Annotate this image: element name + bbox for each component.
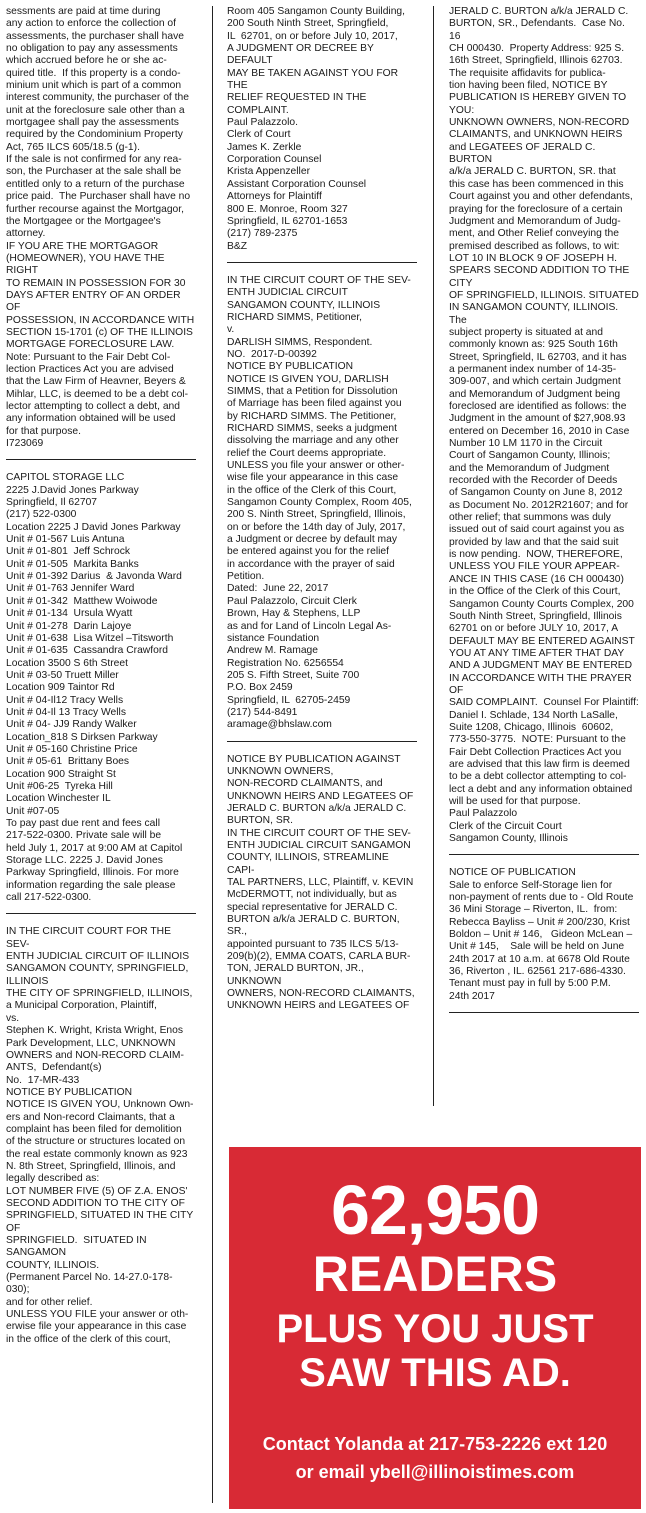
notice-text-line: Location 900 Straight St (6, 768, 116, 780)
notice-text-line: Paul Palazzolo, Circuit Clerk (227, 595, 357, 607)
notice-text-line: DEFAULT MAY BE ENTERED AGAINST (449, 635, 635, 647)
notice-text-line: 030); (6, 1284, 30, 1296)
notice-text-line: Unit # 05-160 Christine Price (6, 743, 138, 755)
notice-text-line: Unit # 01-638 Lisa Witzel –Titsworth (6, 632, 174, 644)
foreclosure-notice-continuation (6, 6, 196, 450)
notice-text-line: PUBLICATION IS HEREBY GIVEN TO YOU: (449, 92, 629, 116)
notice-text-line: NON-RECORD CLAIMANTS, and (227, 778, 383, 790)
notice-text-line: and the Memorandum of Judgment (449, 462, 610, 474)
notice-text-line: Unit # 01-567 Luis Antuna (6, 534, 125, 546)
notice-text-line: lector attempting to collect a debt, and (6, 401, 181, 412)
notice-text-line: Attorneys for Plaintiff (227, 191, 322, 203)
notice-text-line: LOT NUMBER FIVE (5) OF Z.A. ENOS' (6, 1185, 188, 1197)
notice-text-line: P.O. Box 2459 (227, 682, 293, 694)
notice-text-line: any action to enforce the collection of (6, 18, 177, 30)
notice-text-line: No. 17-MR-433 (6, 1074, 80, 1086)
notice-text-line: quired title. If this property is a condo- (6, 67, 181, 79)
notice-text-line: unit at the foreclosure sale other than a (6, 104, 185, 116)
burton-foreclosure-notice (227, 754, 417, 1013)
notice-text-line: NOTICE BY PUBLICATION (227, 361, 354, 373)
notice-text-line: IL 62701, on or before July 10, 2017, (227, 30, 398, 42)
notice-text-line: POSSESSION, IN ACCORDANCE WITH (6, 314, 195, 326)
notice-text-line: praying for the foreclosure of a certain (449, 203, 623, 215)
notice-text-line: RELIEF REQUESTED IN THE COMPLAINT. (227, 92, 370, 116)
notice-text-line: commonly known as: 925 South 16th (449, 339, 618, 351)
notice-text-line: ENTH JUDICIAL CIRCUIT OF ILLINOIS (6, 951, 190, 963)
notice-text-line: OWNERS, NON-RECORD CLAIMANTS, (227, 988, 415, 1000)
notice-text-line: Unit # 04-Il12 Tracy Wells (6, 694, 124, 706)
notice-text-line: SAID COMPLAINT. Counsel For Plaintiff: (449, 697, 639, 709)
notice-text-line: MAY BE TAKEN AGAINST YOU FOR THE (227, 67, 401, 92)
notice-text-line: Stephen K. Wright, Krista Wright, Enos (6, 1025, 184, 1037)
notice-text-line: TO REMAIN IN POSSESSION FOR 30 (6, 277, 186, 289)
notice-text-line: lect a debt and any information obtained (449, 783, 633, 795)
notice-text-line: call 217-522-0300. (6, 892, 92, 904)
readership-advertisement (229, 1147, 641, 1509)
notice-divider (6, 459, 196, 460)
notice-text-line: The requisite affidavits for publica- (449, 67, 606, 79)
notice-text-line: 36 Mini Storage – Riverton, IL. from: (449, 904, 618, 916)
notice-text-line: in the Office of the Clerk of this Court, (449, 586, 621, 598)
dissolution-notice (227, 275, 417, 732)
notice-text-line: and LEGATEES OF JERALD C. BURTON (449, 141, 599, 166)
notice-text-line: CAPITOL STORAGE LLC (6, 472, 125, 484)
notice-text-line: in the office of the clerk of this court, (6, 1333, 171, 1345)
notice-text-line: 209(b)(2), EMMA COATS, CARLA BUR- (227, 951, 411, 963)
notice-text-line: RICHARD SIMMS, Petitioner, (227, 311, 363, 323)
notice-text-line: sessments are paid at time during (6, 6, 161, 17)
notice-text-line: Springfield, Il 62707 (6, 497, 98, 509)
notice-text-line: recorded with the Recorder of Deeds (449, 475, 618, 487)
notice-text-line: THE CITY OF SPRINGFIELD, ILLINOIS, (6, 988, 193, 1000)
notice-text-line: Location 909 Taintor Rd (6, 682, 115, 694)
notice-text-line: required by the Condominium Property (6, 129, 183, 141)
notice-text-line: Paul Palazzolo (449, 808, 518, 820)
notice-text-line: for that purpose. (6, 425, 81, 437)
notice-text-line: sistance Foundation (227, 632, 320, 644)
notice-text-line: ILLINOIS (6, 975, 49, 987)
ad-contact-phone: Contact Yolanda at 217-753-2226 ext 120 (262, 1434, 608, 1454)
notice-text-line: SECOND ADDITION TO THE CITY OF (6, 1197, 185, 1209)
notice-text-line: A JUDGMENT OR DECREE BY DEFAULT (227, 43, 377, 67)
notice-text-line: 800 E. Monroe, Room 327 (227, 203, 348, 215)
notice-text-line: Location 3500 S 6th Street (6, 657, 128, 669)
notice-text-line: in accordance with the prayer of said (227, 558, 395, 570)
notice-text-line: 205 S. Fifth Street, Suite 700 (227, 669, 360, 681)
column-3 (449, 6, 639, 1025)
notice-text-line: be entered against you for the relief (227, 546, 389, 558)
notice-text-line: NOTICE BY PUBLICATION (6, 1086, 133, 1098)
ad-headline-line3: PLUS YOU JUST (276, 1307, 594, 1351)
notice-text-line: v. (227, 324, 235, 336)
notice-text-line: as and for Land of Lincoln Legal As- (227, 620, 392, 632)
notice-text-line: ANTS, Defendant(s) (6, 1062, 102, 1074)
notice-text-line: issued out of said court against you as (449, 524, 625, 536)
notice-text-line: DAYS AFTER ENTRY OF AN ORDER OF (6, 289, 184, 314)
notice-text-line: Room 405 Sangamon County Building, (227, 6, 406, 17)
notice-text-line: held July 1, 2017 at 9:00 AM at Capitol (6, 842, 183, 854)
notice-text-line: B&Z (227, 240, 248, 252)
notice-text-line: Boldon – Unit # 146, Gideon McLean – (449, 929, 633, 941)
notice-text-line: Unit #06-25 Tyreka Hill (6, 780, 113, 792)
notice-text-line: Note: Pursuant to the Fair Debt Col- (6, 351, 171, 363)
notice-text-line: as Document No. 2012R21607; and for (449, 499, 629, 511)
notice-text-line: 62701 on or before JULY 10, 2017, A (449, 623, 619, 635)
notice-text-line: foreclosed are identified as follows: the (449, 401, 627, 412)
notice-text-line: mortgagee shall pay the assessments (6, 117, 179, 129)
notice-text-line: Unit # 01-278 Darin Lajoye (6, 620, 132, 632)
notice-text-line: Location Winchester IL (6, 793, 111, 805)
notice-text-line: minium unit which is part of a common (6, 80, 182, 92)
notice-text-line: ers and Non-record Claimants, that a (6, 1111, 175, 1123)
notice-text-line: ment, and Other Relief conveying the (449, 228, 619, 240)
notice-text-line: COUNTY, ILLINOIS, STREAMLINE CAPI- (227, 852, 392, 876)
notice-text-line: complaint has been filed for demolition (6, 1123, 182, 1135)
notice-text-line: and for other relief. (6, 1296, 93, 1308)
notice-text-line: SIMMS, that a Petition for Dissolution (227, 385, 398, 397)
notice-text-line: Unit # 01-801 Jeff Schrock (6, 546, 131, 558)
notice-text-line: RICHARD SIMMS, seeks a judgment (227, 423, 397, 434)
notice-text-line: N. 8th Street, Springfield, Illinois, and (6, 1160, 176, 1172)
notice-text-line: that the Law Firm of Heavner, Beyers & (6, 376, 186, 388)
notice-text-line: (HOMEOWNER), YOU HAVE THE RIGHT (6, 252, 168, 277)
notice-text-line: Fair Debt Collection Practices Act you (449, 746, 622, 758)
notice-text-line: no obligation to pay any assessments (6, 43, 178, 55)
notice-text-line: interest community, the purchaser of the (6, 92, 189, 104)
notice-text-line: NOTICE OF PUBLICATION (449, 867, 576, 879)
notice-text-line: Sale to enforce Self-Storage lien for (449, 879, 613, 891)
notice-text-line: JERALD C. BURTON a/k/a JERALD C. (449, 6, 629, 17)
notice-text-line: will be used for that purpose. (449, 796, 581, 807)
notice-text-line: Unit #07-05 (6, 805, 60, 817)
ad-contact-email: or email ybell@illinoistimes.com (295, 1462, 575, 1482)
notice-text-line: UNKNOWN OWNERS, NON-RECORD (449, 117, 630, 129)
notice-text-line: Andrew M. Ramage (227, 645, 318, 657)
notice-text-line: ENTH JUDICIAL CIRCUIT (227, 287, 348, 299)
ad-readers-label: READERS (312, 1246, 558, 1302)
notice-text-line: assessments, the purchaser shall have (6, 30, 184, 42)
notice-text-line: 217-522-0300. Private sale will be (6, 830, 162, 842)
notice-text-line: wise file your appearance in this case (227, 472, 399, 484)
notice-text-line: NOTICE BY PUBLICATION AGAINST (227, 753, 401, 765)
notice-text-line: dissolving the marriage and any other (227, 435, 399, 447)
notice-text-line: Corporation Counsel (227, 154, 322, 166)
notice-text-line: Storage LLC. 2225 J. David Jones (6, 855, 163, 867)
notice-text-line: To pay past due rent and fees call (6, 818, 160, 829)
notice-text-line: NO. 2017-D-00392 (227, 348, 317, 360)
notice-text-line: SANGAMON COUNTY, ILLINOIS (227, 299, 381, 311)
notice-text-line: are advised that this law firm is deemed (449, 758, 630, 770)
notice-text-line: further recourse against the Mortgagor, (6, 203, 185, 215)
notice-text-line: Clerk of the Circuit Court (449, 820, 562, 832)
notice-text-line: vs. (6, 1012, 20, 1024)
notice-text-line: OWNERS and NON-RECORD CLAIM- (6, 1049, 184, 1061)
notice-text-line: Unit # 04-Il 13 Tracy Wells (6, 706, 126, 718)
notice-text-line: by RICHARD SIMMS. The Petitioner, (227, 410, 397, 422)
notice-text-line: (217) 544-8491 (227, 706, 298, 718)
notice-text-line: special representative for JERALD C. (227, 901, 398, 913)
notice-divider (449, 854, 639, 855)
notice-text-line: 309-007, and which certain Judgment (449, 376, 621, 388)
notice-text-line: McDERMOTT, not individually, but as (227, 889, 397, 901)
notice-text-line: 200 S. Ninth Street, Springfield, Illinois, (227, 509, 406, 521)
notice-text-line: Park Development, LLC, UNKNOWN (6, 1037, 176, 1049)
notice-text-line: Court of Sangamon County, Illinois; (449, 450, 611, 462)
notice-text-line: UNKNOWN HEIRS AND LEGATEES OF (227, 790, 414, 802)
notice-text-line: premised described as follows, to wit: (449, 240, 620, 252)
notice-text-line: Suite 1208, Chicago, Illinois 60602, (449, 721, 614, 733)
notice-text-line: Dated: June 22, 2017 (227, 583, 329, 595)
notice-text-line: IN THE CIRCUIT COURT FOR THE SEV- (6, 926, 174, 950)
notice-text-line: UNLESS you file your answer or other- (227, 460, 405, 472)
ad-headline-line4: SAW THIS AD. (299, 1351, 571, 1395)
notice-text-line: on or before the 14th day of July, 2017, (227, 521, 406, 533)
notice-text-line: non-payment of rents due to - Old Route (449, 892, 634, 904)
ad-readers-count: 62,950 (330, 1171, 540, 1249)
notice-text-line: Location_818 S Dirksen Parkway (6, 731, 158, 743)
notice-text-line: 36, Riverton , IL. 62561 217-686-4330. (449, 966, 626, 978)
storage-sale-notice (6, 472, 196, 904)
notice-text-line: to be a debt collector attempting to col- (449, 771, 627, 783)
notice-text-line: Registration No. 6256554 (227, 657, 344, 669)
notice-text-line: Rebecca Bayliss – Unit # 200/230, Krist (449, 916, 630, 928)
column-divider-left (212, 6, 213, 1503)
notice-text-line: Location 2225 J David Jones Parkway (6, 521, 181, 533)
notice-text-line: a Municipal Corporation, Plaintiff, (6, 1000, 157, 1012)
notice-text-line: which accrued before he or she ac- (6, 55, 167, 67)
notice-text-line: 200 South Ninth Street, Springfield, (227, 18, 389, 30)
column-2 (227, 6, 417, 1013)
notice-text-line: IF YOU ARE THE MORTGAGOR (6, 240, 159, 252)
notice-text-line: Court against you and other defendants, (449, 191, 633, 203)
notice-text-line: OF SPRINGFIELD, ILLINOIS. SITUATED (449, 289, 639, 301)
notice-text-line: IN SANGAMON COUNTY, ILLINOIS. The (449, 302, 624, 326)
notice-text-line: 16th Street, Springfield, Illinois 62703. (449, 55, 623, 67)
notice-text-line: YOU AT ANY TIME AFTER THAT DAY (449, 647, 625, 659)
notice-text-line: Unit # 01-342 Matthew Woiwode (6, 595, 158, 607)
demolition-notice-continuation (227, 6, 417, 253)
notice-text-line: of Sangamon County on June 8, 2012 (449, 487, 623, 499)
notice-text-line: South Ninth Street, Springfield, Illinois (449, 610, 622, 622)
notice-text-line: tion having been filed, NOTICE BY (449, 80, 608, 92)
notice-divider (6, 913, 196, 914)
notice-text-line: lection Practices Act you are advised (6, 363, 174, 375)
notice-text-line: BURTON a/k/a JERALD C. BURTON, SR., (227, 914, 403, 938)
notice-text-line: (Permanent Parcel No. 14-27.0-178- (6, 1272, 173, 1284)
notice-text-line: ENTH JUDICIAL CIRCUIT SANGAMON (227, 840, 411, 851)
notice-text-line: is now pending. NOW, THEREFORE, (449, 549, 623, 561)
notice-text-line: Judgment in the amount of $27,908.93 (449, 413, 626, 425)
notice-text-line: JERALD C. BURTON a/k/a JERALD C. (227, 802, 407, 814)
notice-divider (449, 1012, 639, 1013)
notice-text-line: Parkway Springfield, Illinois. For more (6, 867, 179, 879)
notice-text-line: Unit # 04- JJ9 Randy Walker (6, 719, 137, 731)
notice-text-line: Sangamon County Courts Complex, 200 (449, 598, 634, 610)
notice-text-line: Judgment and Memorandum of Judg- (449, 215, 621, 227)
notice-text-line: SPEARS SECOND ADDITION TO THE CITY (449, 265, 633, 289)
burton-foreclosure-notice-continuation (449, 6, 639, 845)
notice-text-line: IN ACCORDANCE WITH THE PRAYER OF (449, 672, 635, 696)
notice-text-line: in the office of the Clerk of this Court, (227, 484, 397, 496)
notice-text-line: James K. Zerkle (227, 141, 302, 153)
notice-text-line: other relief; that summons was duly (449, 512, 611, 524)
notice-text-line: Sangamon County, Illinois (449, 833, 568, 845)
notice-text-line: (217) 522-0300 (6, 509, 77, 521)
notice-text-line: Clerk of Court (227, 129, 291, 141)
notice-text-line: the Mortgagee or the Mortgagee's (6, 215, 161, 227)
notice-divider (227, 262, 417, 263)
notice-text-line: Unit # 01-505 Markita Banks (6, 558, 139, 570)
notice-text-line: 24th 2017 at 10 a.m. at 6678 Old Route (449, 953, 630, 965)
notice-text-line: Unit # 01-392 Darius & Javonda Ward (6, 571, 182, 583)
notice-text-line: IN THE CIRCUIT COURT OF THE SEV- (227, 274, 411, 286)
notice-text-line: a/k/a JERALD C. BURTON, SR. that (449, 166, 616, 178)
notice-text-line: LOT 10 IN BLOCK 9 OF JOSEPH H. (449, 252, 618, 264)
column-1 (6, 6, 196, 1346)
notice-text-line: Paul Palazzolo. (227, 117, 298, 129)
notice-text-line: Street, Springfield, IL 62703, and it has (449, 351, 627, 363)
notice-text-line: son, the Purchaser at the sale shall be (6, 166, 182, 178)
notice-text-line: attorney. (6, 228, 46, 240)
notice-text-line: SPRINGFIELD. SITUATED IN SANGAMON (6, 1235, 150, 1259)
notice-text-line: Assistant Corporation Counsel (227, 178, 367, 190)
notice-text-line: entitled only to a return of the purchase (6, 178, 185, 190)
notice-text-line: Springfield, IL 62705-2459 (227, 694, 351, 706)
notice-text-line: SPRINGFIELD, SITUATED IN THE CITY OF (6, 1210, 196, 1234)
notice-text-line: NOTICE IS GIVEN YOU, DARLISH (227, 373, 389, 385)
notice-text-line: this case has been commenced in this (449, 178, 624, 190)
notice-text-line: MORTGAGE FORECLOSURE LAW. (6, 339, 175, 351)
notice-text-line: UNKNOWN OWNERS, (227, 765, 334, 777)
notice-text-line: ANCE IN THIS CASE (16 CH 000430) (449, 573, 624, 585)
notice-text-line: information regarding the sale please (6, 879, 176, 891)
notice-text-line: SECTION 15-1701 (c) OF THE ILLINOIS (6, 326, 193, 338)
notice-text-line: 24th 2017 (449, 990, 495, 1002)
notice-text-line: If the sale is not confirmed for any rea- (6, 154, 182, 166)
notice-text-line: COUNTY, ILLINOIS. (6, 1259, 100, 1271)
notice-text-line: TON, JERALD BURTON, JR., UNKNOWN (227, 963, 367, 987)
notice-text-line: of the structure or structures located on (6, 1136, 186, 1148)
notice-text-line: Unit # 145, Sale will be held on June (449, 941, 625, 953)
notice-text-line: entered on December 16, 2010 in Case (449, 425, 630, 437)
notice-text-line: legally described as: (6, 1173, 100, 1185)
notice-text-line: Daniel I. Schlade, 134 North LaSalle, (449, 709, 618, 721)
notice-text-line: erwise file your appearance in this case (6, 1321, 187, 1333)
notice-text-line: Unit # 01-134 Ursula Wyatt (6, 608, 133, 620)
notice-text-line: TAL PARTNERS, LLC, Plaintiff, v. KEVIN (227, 877, 414, 889)
notice-text-line: BURTON, SR., Defendants. Case No. 16 (449, 18, 628, 42)
notice-text-line: Unit # 01-635 Cassandra Crawford (6, 645, 168, 657)
notice-text-line: Petition. (227, 571, 265, 583)
notice-text-line: Number 10 LM 1170 in the Circuit (449, 438, 603, 450)
notice-text-line: Act, 765 ILCS 605/18.5 (g-1). (6, 141, 140, 153)
self-storage-lien-notice (449, 867, 639, 1003)
notice-text-line: subject property is situated at and (449, 326, 603, 338)
notice-text-line: Tenant must pay in full by 5:00 P.M. (449, 978, 611, 990)
notice-text-line: Springfield, IL 62701-1653 (227, 215, 348, 227)
notice-text-line: and Memorandum of Judgment being (449, 388, 621, 400)
notice-text-line: aramage@bhslaw.com (227, 719, 332, 731)
column-divider-right (433, 6, 434, 1106)
notice-text-line: Sangamon County Complex, Room 405, (227, 497, 412, 509)
notice-text-line: 773-550-3775. NOTE: Pursuant to the (449, 734, 626, 746)
notice-text-line: UNLESS YOU FILE YOUR APPEAR- (449, 561, 620, 573)
notice-text-line: (217) 789-2375 (227, 228, 298, 240)
notice-text-line: Unit # 03-50 Truett Miller (6, 669, 119, 681)
notice-text-line: IN THE CIRCUIT COURT OF THE SEV- (227, 827, 411, 839)
notice-text-line: CH 000430. Property Address: 925 S. (449, 43, 625, 55)
notice-text-line: UNKNOWN HEIRS and LEGATEES OF (227, 1000, 410, 1012)
notice-text-line: 2225 J.David Jones Parkway (6, 484, 139, 496)
notice-text-line: Unit # 01-763 Jennifer Ward (6, 583, 135, 595)
notice-text-line: I723069 (6, 438, 44, 450)
notice-text-line: price paid. The Purchaser shall have no (6, 191, 191, 203)
notice-text-line: Krista Appenzeller (227, 166, 310, 178)
notice-text-line: UNLESS YOU FILE your answer or oth- (6, 1309, 189, 1321)
notice-divider (227, 741, 417, 742)
notice-text-line: appointed pursuant to 735 ILCS 5/13- (227, 938, 399, 950)
demolition-notice (6, 926, 196, 1346)
notice-text-line: Mihlar, LLC, is deemed to be a debt col- (6, 388, 189, 400)
notice-text-line: provided by law and that the said suit (449, 536, 619, 548)
notice-text-line: Unit # 05-61 Brittany Boes (6, 756, 130, 768)
notice-text-line: AND A JUDGMENT MAY BE ENTERED (449, 660, 633, 672)
notice-text-line: any information obtained will be used (6, 413, 176, 425)
notice-text-line: a Judgment or decree by default may (227, 534, 397, 546)
notice-text-line: of Marriage has been filed against you (227, 398, 402, 410)
notice-text-line: relief the Court deems appropriate. (227, 447, 387, 459)
notice-text-line: BURTON, SR. (227, 815, 293, 827)
notice-text-line: CLAIMANTS, and UNKNOWN HEIRS (449, 129, 623, 141)
notice-text-line: DARLISH SIMMS, Respondent. (227, 336, 373, 348)
notice-text-line: the real estate commonly known as 923 (6, 1148, 188, 1160)
notice-text-line: SANGAMON COUNTY, SPRINGFIELD, (6, 963, 189, 975)
notice-text-line: Brown, Hay & Stephens, LLP (227, 608, 361, 620)
notice-text-line: a permanent index number of 14-35- (449, 363, 617, 375)
notice-text-line: NOTICE IS GIVEN YOU, Unknown Own- (6, 1099, 194, 1111)
